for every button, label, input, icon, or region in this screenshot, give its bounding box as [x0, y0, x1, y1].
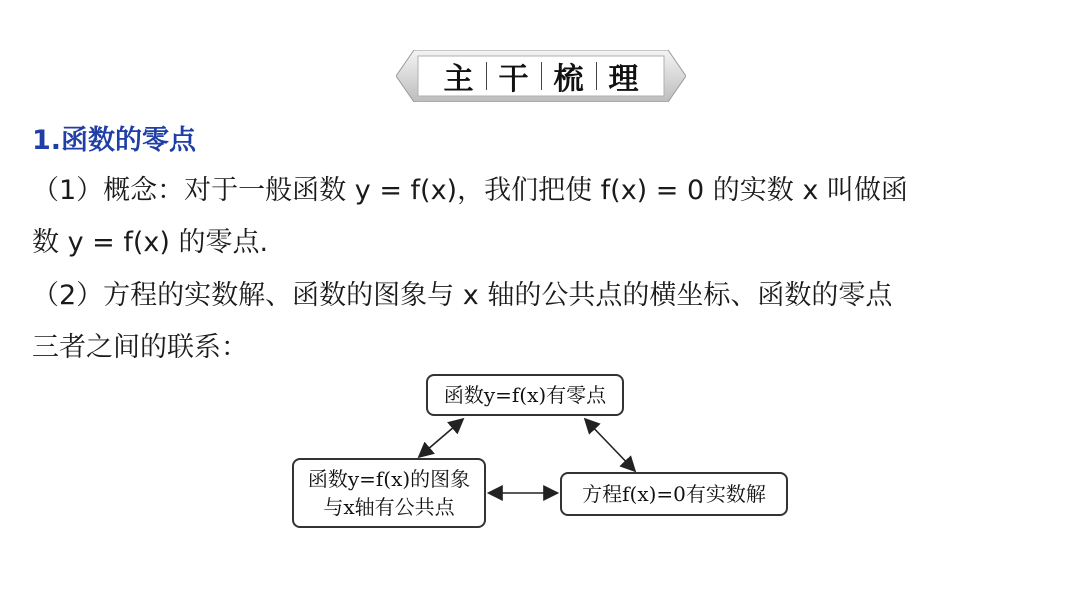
section-title: 1.函数的零点	[32, 125, 197, 156]
arrow-top-left	[420, 420, 462, 456]
paragraph-line: （1）概念：对于一般函数 y = f(x)，我们把使 f(x) = 0 的实数 x 叫做函	[32, 175, 908, 206]
paragraph-line: （2）方程的实数解、函数的图象与 x 轴的公共点的横坐标、函数的零点	[32, 280, 893, 311]
banner-char: 理	[608, 62, 639, 97]
node-equation-has-solution: 方程f(x)=0有实数解	[560, 472, 788, 516]
banner-char: 干	[498, 62, 529, 97]
banner-char: 梳	[553, 62, 584, 97]
arrow-top-right	[586, 420, 634, 470]
paragraph-line: 数 y = f(x) 的零点.	[32, 227, 269, 258]
paragraph-line: 三者之间的联系：	[32, 332, 248, 363]
node-function-has-zero: 函数y=f(x)有零点	[426, 374, 624, 416]
banner-char: 主	[443, 62, 474, 97]
node-line: 与x轴有公共点	[323, 495, 455, 519]
node-line: 函数y=f(x)的图象	[307, 467, 471, 491]
node-graph-intersects-x-axis	[292, 458, 486, 528]
